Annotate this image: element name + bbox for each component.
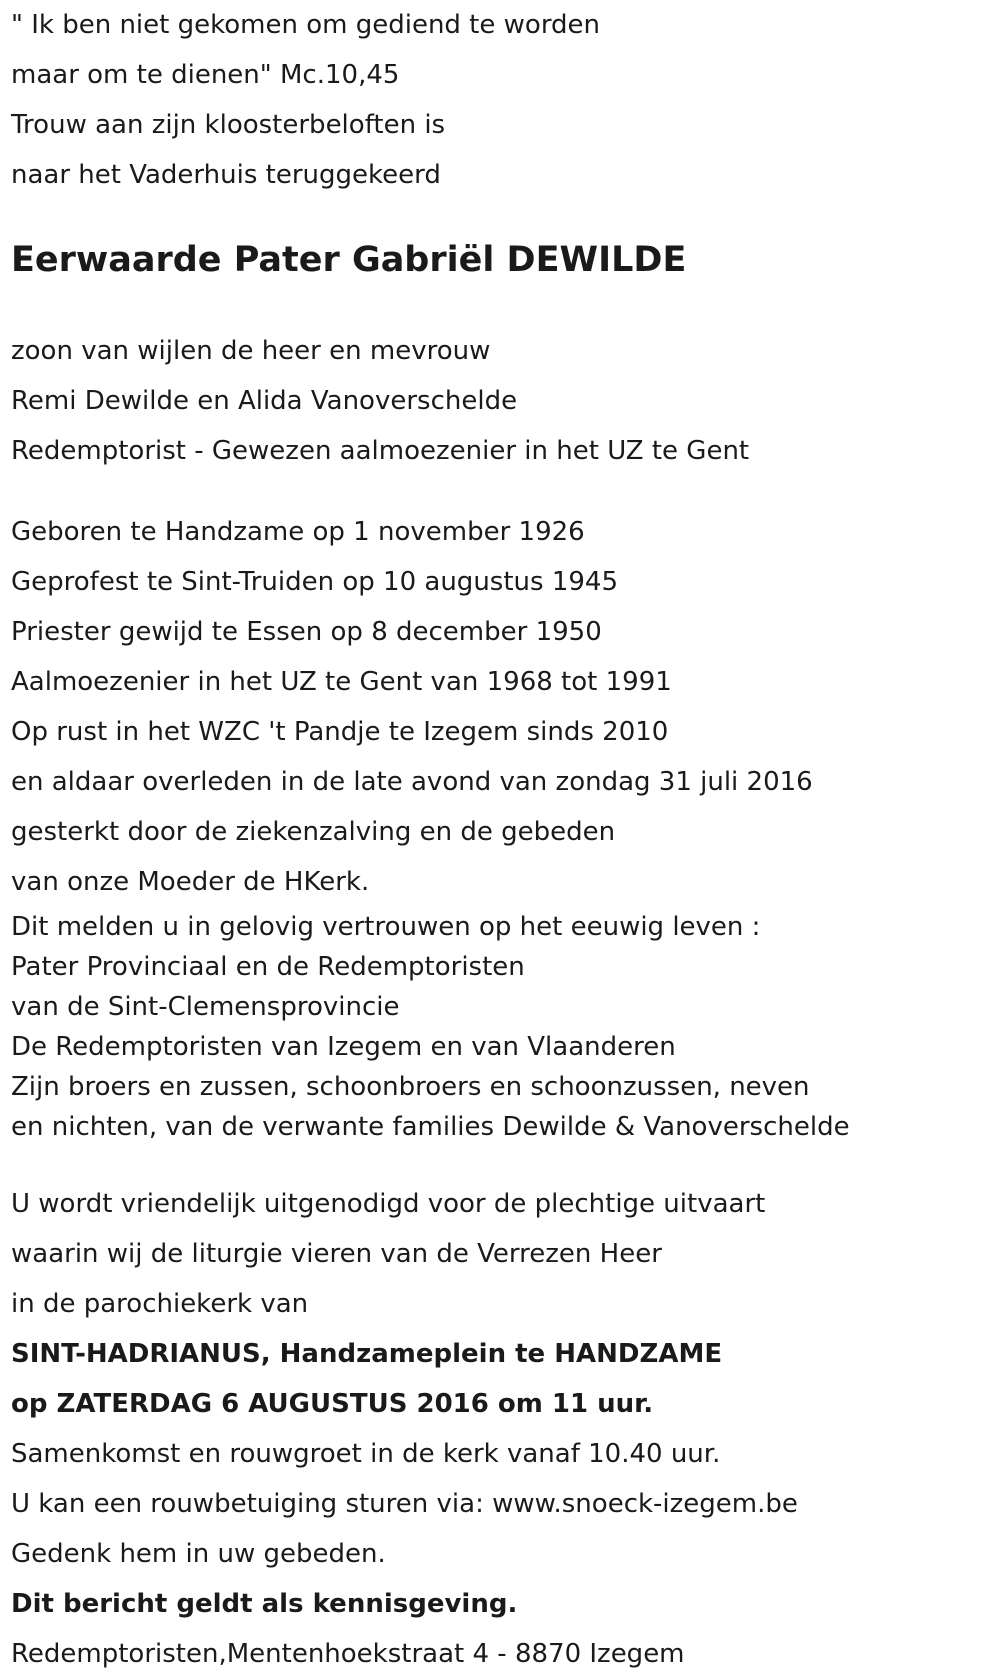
notice-statement: Dit bericht geldt als kennisgeving.	[11, 1589, 518, 1619]
prayer-request: Gedenk hem in uw gebeden.	[11, 1539, 386, 1569]
spacer	[11, 1147, 986, 1179]
announcer-line: De Redemptoristen van Izegem en van Vlaanderen	[11, 1032, 676, 1062]
church-location: SINT-HADRIANUS, Handzameplein te HANDZAME	[11, 1339, 723, 1369]
life-line: Priester gewijd te Essen op 8 december 1950	[11, 617, 602, 647]
condolence-info: U kan een rouwbetuiging sturen via: www.snoeck-izegem.be	[11, 1489, 798, 1519]
contact-address: Redemptoristen,Mentenhoekstraat 4 - 8870 Izegem	[11, 1639, 685, 1669]
life-line: en aldaar overleden in de late avond van zondag 31 juli 2016	[11, 767, 813, 797]
parents-line: Remi Dewilde en Alida Vanoverschelde	[11, 386, 518, 416]
spacer	[11, 290, 986, 326]
parents-line: zoon van wijlen de heer en mevrouw	[11, 336, 491, 366]
invitation-line: in de parochiekerk van	[11, 1289, 309, 1319]
deceased-name: Eerwaarde Pater Gabriël DEWILDE	[11, 240, 687, 280]
gathering-info: Samenkomst en rouwgroet in de kerk vanaf 10.40 uur.	[11, 1439, 721, 1469]
spacer	[11, 476, 986, 507]
life-line: Aalmoezenier in het UZ te Gent van 1968 tot 1991	[11, 667, 672, 697]
life-line: Geprofest te Sint-Truiden op 10 augustus 1945	[11, 567, 618, 597]
announcer-line: van de Sint-Clemensprovincie	[11, 992, 400, 1022]
motto-line: naar het Vaderhuis teruggekeerd	[11, 160, 441, 190]
obituary-notice	[11, 0, 986, 1679]
motto-line: Trouw aan zijn kloosterbeloften is	[11, 110, 446, 140]
motto-line: " Ik ben niet gekomen om gediend te worden	[11, 10, 601, 40]
announcer-line: Zijn broers en zussen, schoonbroers en schoonzussen, neven	[11, 1072, 810, 1102]
invitation-line: U wordt vriendelijk uitgenodigd voor de plechtige uitvaart	[11, 1189, 766, 1219]
life-line: gesterkt door de ziekenzalving en de gebeden	[11, 817, 616, 847]
life-line: van onze Moeder de HKerk.	[11, 867, 370, 897]
announcer-line: Dit melden u in gelovig vertrouwen op het eeuwig leven :	[11, 912, 761, 942]
invitation-line: waarin wij de liturgie vieren van de Verrezen Heer	[11, 1239, 662, 1269]
life-line: Op rust in het WZC 't Pandje te Izegem sinds 2010	[11, 717, 669, 747]
parents-block	[11, 326, 986, 476]
life-block	[11, 507, 986, 907]
funeral-block	[11, 1179, 986, 1679]
life-line: Geboren te Handzame op 1 november 1926	[11, 517, 585, 547]
announcer-line: Pater Provinciaal en de Redemptoristen	[11, 952, 525, 982]
announcers-block	[11, 907, 986, 1147]
parents-line: Redemptorist - Gewezen aalmoezenier in het UZ te Gent	[11, 436, 750, 466]
motto-line: maar om te dienen" Mc.10,45	[11, 60, 400, 90]
funeral-date: op ZATERDAG 6 AUGUSTUS 2016 om 11 uur.	[11, 1389, 654, 1419]
announcer-line: en nichten, van de verwante families Dewilde & Vanoverschelde	[11, 1112, 850, 1142]
motto-block	[11, 0, 986, 200]
